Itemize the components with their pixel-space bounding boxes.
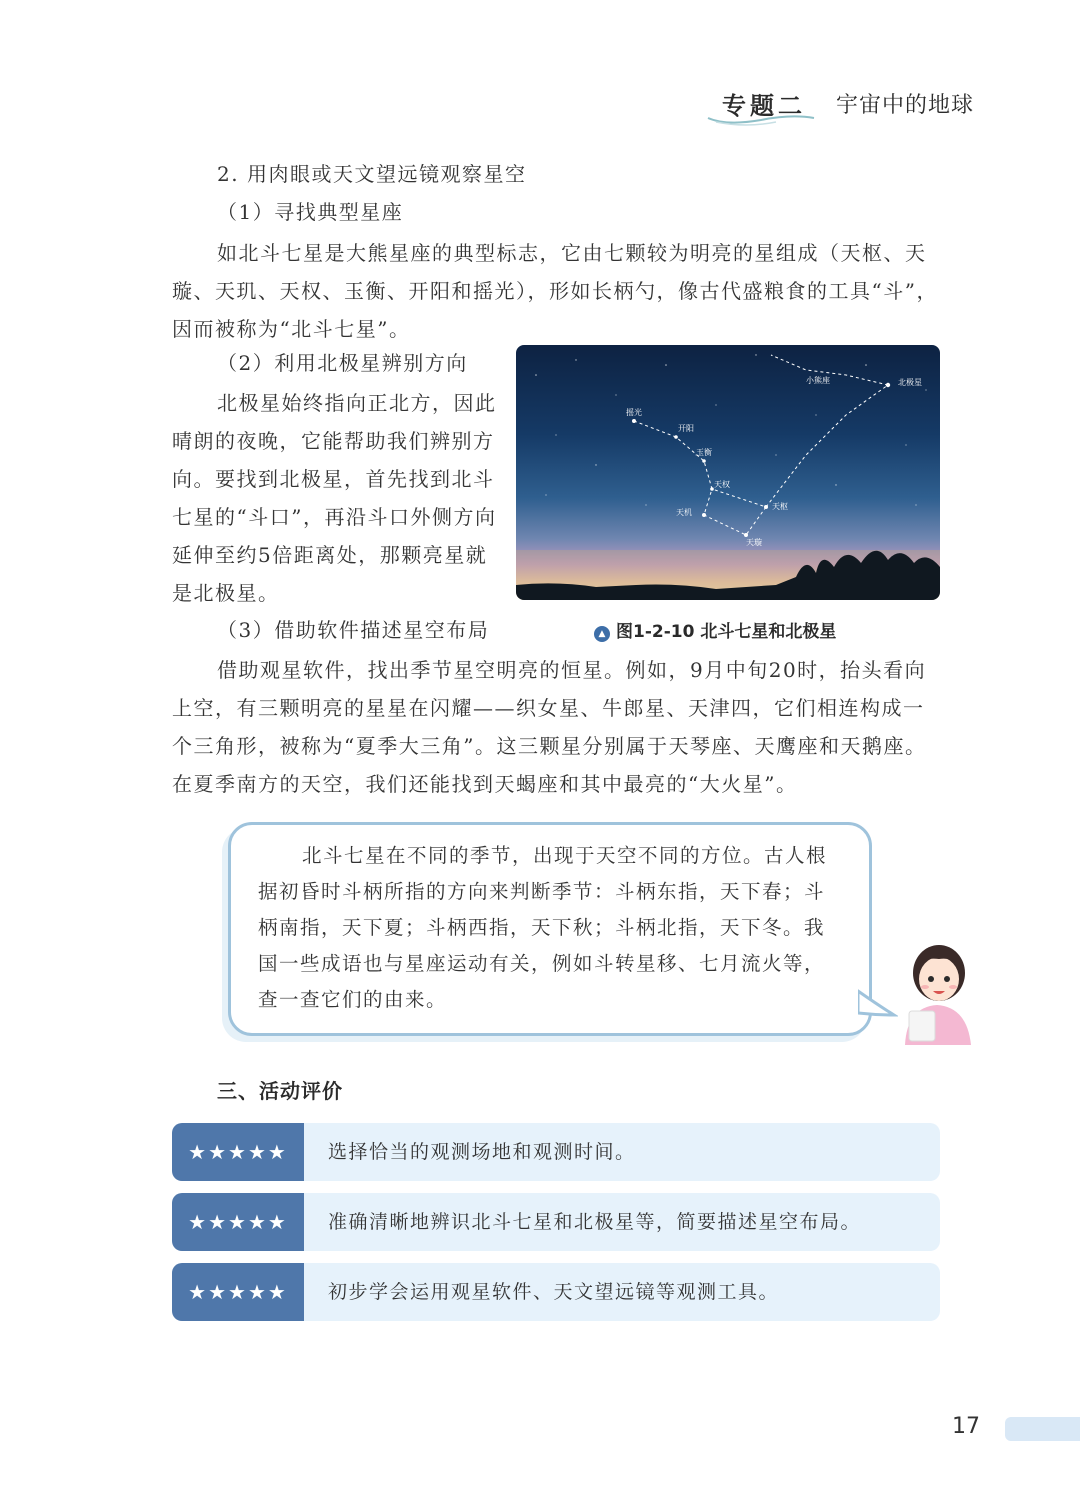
chapter-title: 宇宙中的地球 (836, 93, 975, 118)
header-wave-decoration (706, 110, 816, 126)
label-tianxuan: 天璇 (746, 538, 762, 547)
paragraph-3: 借助观星软件，找出季节星空明亮的恒星。例如，9月中旬20时，抬头看向上空，有三颗明亮的星星在闪耀——织女星、牛郎星、天津四，它们相连构成一个三角形，被称为“夏季大三角”。这三颗星分别属于天琴座、天鹰座和天鹅座。在夏季南方的天空，我们还能找到天蝎座和其中最亮的“大火星”。 (172, 658, 927, 796)
subheading-2: （2）利用北极星辨别方向 (217, 351, 468, 375)
chapter-topic: 专题二 (722, 92, 806, 120)
evaluation-item-text: 准确清晰地辨识北斗七星和北极星等，简要描述星空布局。 (328, 1211, 862, 1233)
paragraph-2: 北极星始终指向正北方，因此晴朗的夜晚，它能帮助我们辨别方向。要找到北极星，首先找到北斗七星的“斗口”，再沿斗口外侧方向延伸至约5倍距离处，那颗亮星就是北极星。 (172, 391, 497, 605)
label-xiaoxiongzuo: 小熊座 (806, 376, 830, 385)
evaluation-item-text: 初步学会运用观星软件、天文望远镜等观测工具。 (328, 1281, 780, 1303)
speech-bubble-tail (858, 985, 898, 1025)
page-number: 17 (952, 1414, 980, 1439)
star-rating-icon: ★★★★★ (172, 1193, 304, 1251)
label-yuheng: 玉衡 (696, 448, 712, 457)
evaluation-heading: 三、活动评价 (217, 1079, 343, 1103)
subheading-1: （1）寻找典型星座 (217, 200, 404, 224)
teacher-girl-illustration (895, 935, 980, 1045)
label-tianji: 天机 (676, 508, 692, 517)
label-beijixing: 北极星 (898, 378, 922, 387)
bubble-text: 北斗七星在不同的季节，出现于天空不同的方位。古人根据初昏时斗柄所指的方向来判断季节：斗柄东指，天下春；斗柄南指，天下夏；斗柄西指，天下秋；斗柄北指，天下冬。我国一些成语也与星座运动有关，例如斗转星移、七月流火等，查一查它们的由来。 (258, 844, 828, 1011)
label-tianshu: 天枢 (772, 502, 788, 511)
star-rating-icon: ★★★★★ (172, 1263, 304, 1321)
page-number-tab (1005, 1417, 1080, 1441)
evaluation-row (172, 1263, 940, 1321)
star-chart-overlay (516, 345, 940, 600)
evaluation-item-box (304, 1263, 940, 1321)
star-rating-icon: ★★★★★ (172, 1123, 304, 1181)
evaluation-row (172, 1193, 940, 1251)
label-yaoguang: 摇光 (626, 408, 642, 417)
evaluation-item-box (304, 1193, 940, 1251)
evaluation-item-box (304, 1123, 940, 1181)
triangle-icon: ▲ (594, 626, 610, 642)
background-stars (535, 354, 926, 505)
subheading-3: （3）借助软件描述星空布局 (217, 618, 490, 642)
section-heading: 2. 用肉眼或天文望远镜观察星空 (217, 162, 527, 186)
big-dipper-photo (516, 345, 940, 600)
label-tianquan: 天权 (714, 480, 730, 489)
evaluation-row (172, 1123, 940, 1181)
figure-caption-text: 图1-2-10 北斗七星和北极星 (616, 622, 837, 642)
evaluation-item-text: 选择恰当的观测场地和观测时间。 (328, 1141, 636, 1163)
label-kaiyang: 开阳 (678, 424, 694, 433)
paragraph-1: 如北斗七星是大熊星座的典型标志，它由七颗较为明亮的星组成（天枢、天璇、天玑、天权、玉衡、开阳和摇光），形如长柄勺，像古代盛粮食的工具“斗”，因而被称为“北斗七星”。 (172, 241, 938, 341)
figure-caption (594, 617, 836, 642)
